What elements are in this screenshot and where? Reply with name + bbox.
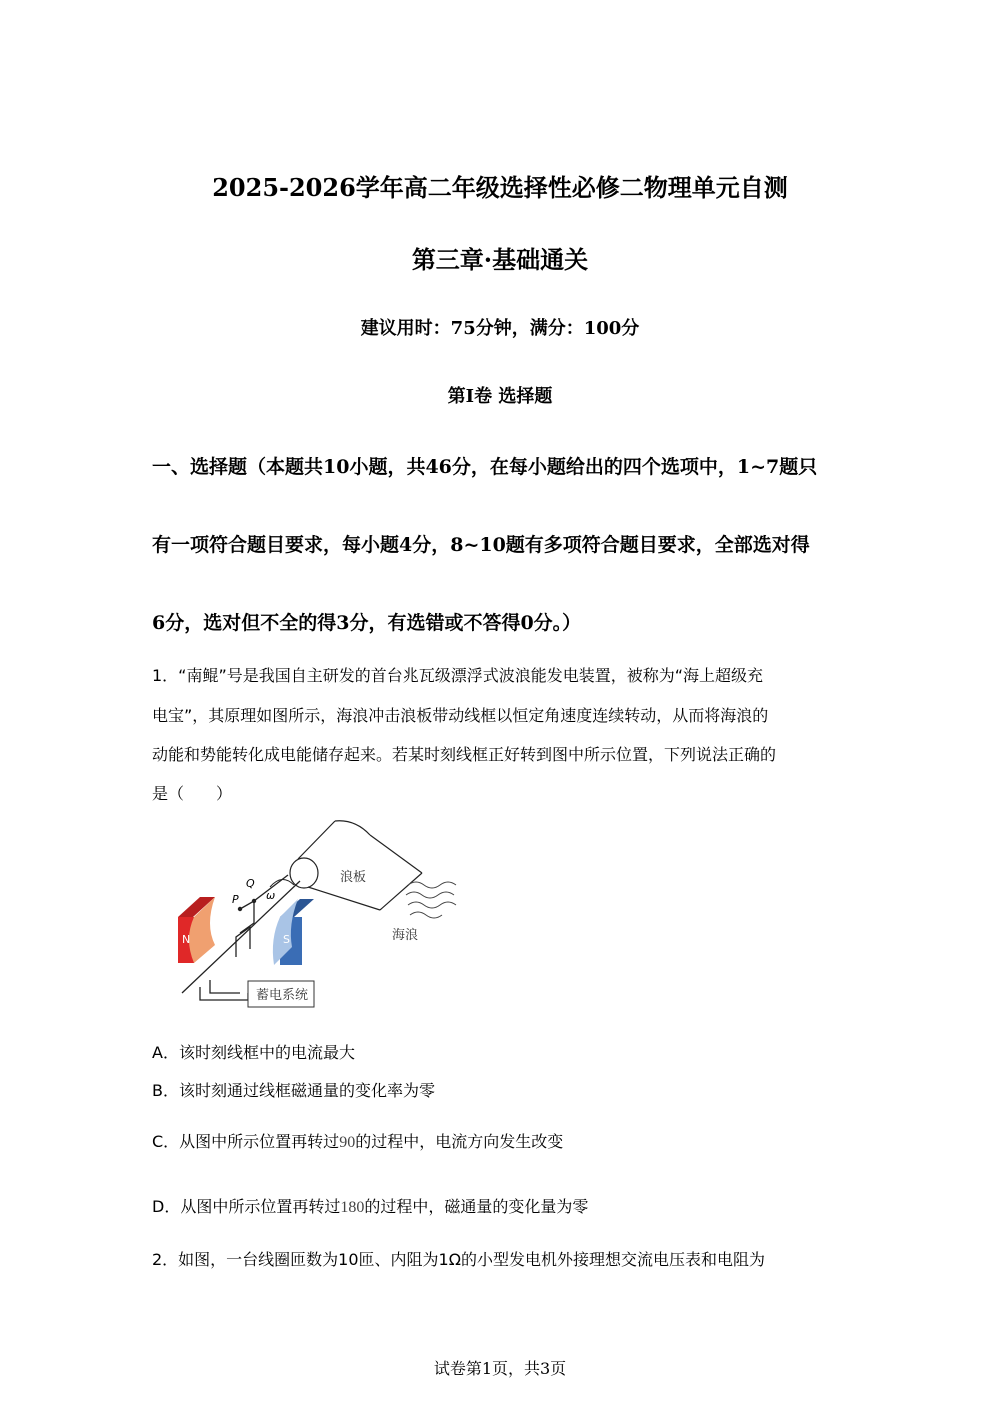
section-heading-line-2: 有一项符合题目要求，每小题4分，8~10题有多项符合题目要求，全部选对得 (152, 534, 810, 556)
option-c-suffix: 的过程中，电流方向发生改变 (355, 1132, 564, 1151)
option-d-prefix: D．从图中所示位置再转过 (152, 1197, 341, 1216)
page-footer: 试卷第1页，共3页 (433, 1359, 567, 1378)
question-1-line-4: 是（ ） (152, 784, 233, 803)
s-pole-magnet (273, 899, 314, 965)
n-label: N (182, 933, 191, 946)
option-d (152, 1194, 588, 1217)
option-b: B．该时刻通过线框磁通量的变化率为零 (152, 1081, 435, 1100)
wave-board (290, 821, 422, 910)
option-c-angle: 90 (339, 1134, 356, 1151)
s-label: S (283, 933, 290, 946)
board-label: 浪板 (340, 870, 367, 885)
n-pole-magnet (178, 897, 215, 963)
document-title: 2025-2026学年高二年级选择性必修二物理单元自测 (212, 173, 788, 202)
wave-label: 海浪 (392, 928, 419, 943)
option-c-prefix: C．从图中所示位置再转过 (152, 1132, 340, 1151)
part-title: 第Ⅰ卷 选择题 (447, 386, 553, 407)
omega-label: ω (266, 889, 276, 902)
sea-wave-lines (406, 882, 456, 918)
option-a: A．该时刻线框中的电流最大 (152, 1043, 355, 1062)
question-1-line-2: 电宝”，其原理如图所示，海浪冲击浪板带动线框以恒定角速度连续转动，从而将海浪的 (152, 706, 769, 725)
p-label: P (232, 893, 239, 906)
question-1-line-1: 1．“南鲲”号是我国自主研发的首台兆瓦级漂浮式波浪能发电装置，被称为“海上超级充 (152, 666, 764, 685)
section-heading-line-1: 一、选择题（本题共10小题，共46分，在每小题给出的四个选项中，1~7题只 (152, 456, 818, 478)
question-2-line-1: 2．如图，一台线圈匝数为10匝、内阻为1Ω的小型发电机外接理想交流电压表和电阻为 (152, 1250, 765, 1269)
option-c (152, 1129, 563, 1152)
document-subtitle: 第三章·基础通关 (411, 245, 589, 274)
section-heading-line-3: 6分，选对但不全的得3分，有选错或不答得0分。） (152, 612, 582, 634)
time-info: 建议用时：75分钟，满分：100分 (360, 318, 640, 339)
q-label: Q (246, 877, 255, 890)
option-d-suffix: 的过程中，磁通量的变化量为零 (364, 1197, 589, 1216)
generator-figure (170, 815, 470, 1015)
storage-label: 蓄电系统 (256, 988, 309, 1003)
question-1-line-3: 动能和势能转化成电能储存起来。若某时刻线框正好转到图中所示位置，下列说法正确的 (152, 745, 777, 764)
option-d-angle: 180 (340, 1199, 365, 1216)
